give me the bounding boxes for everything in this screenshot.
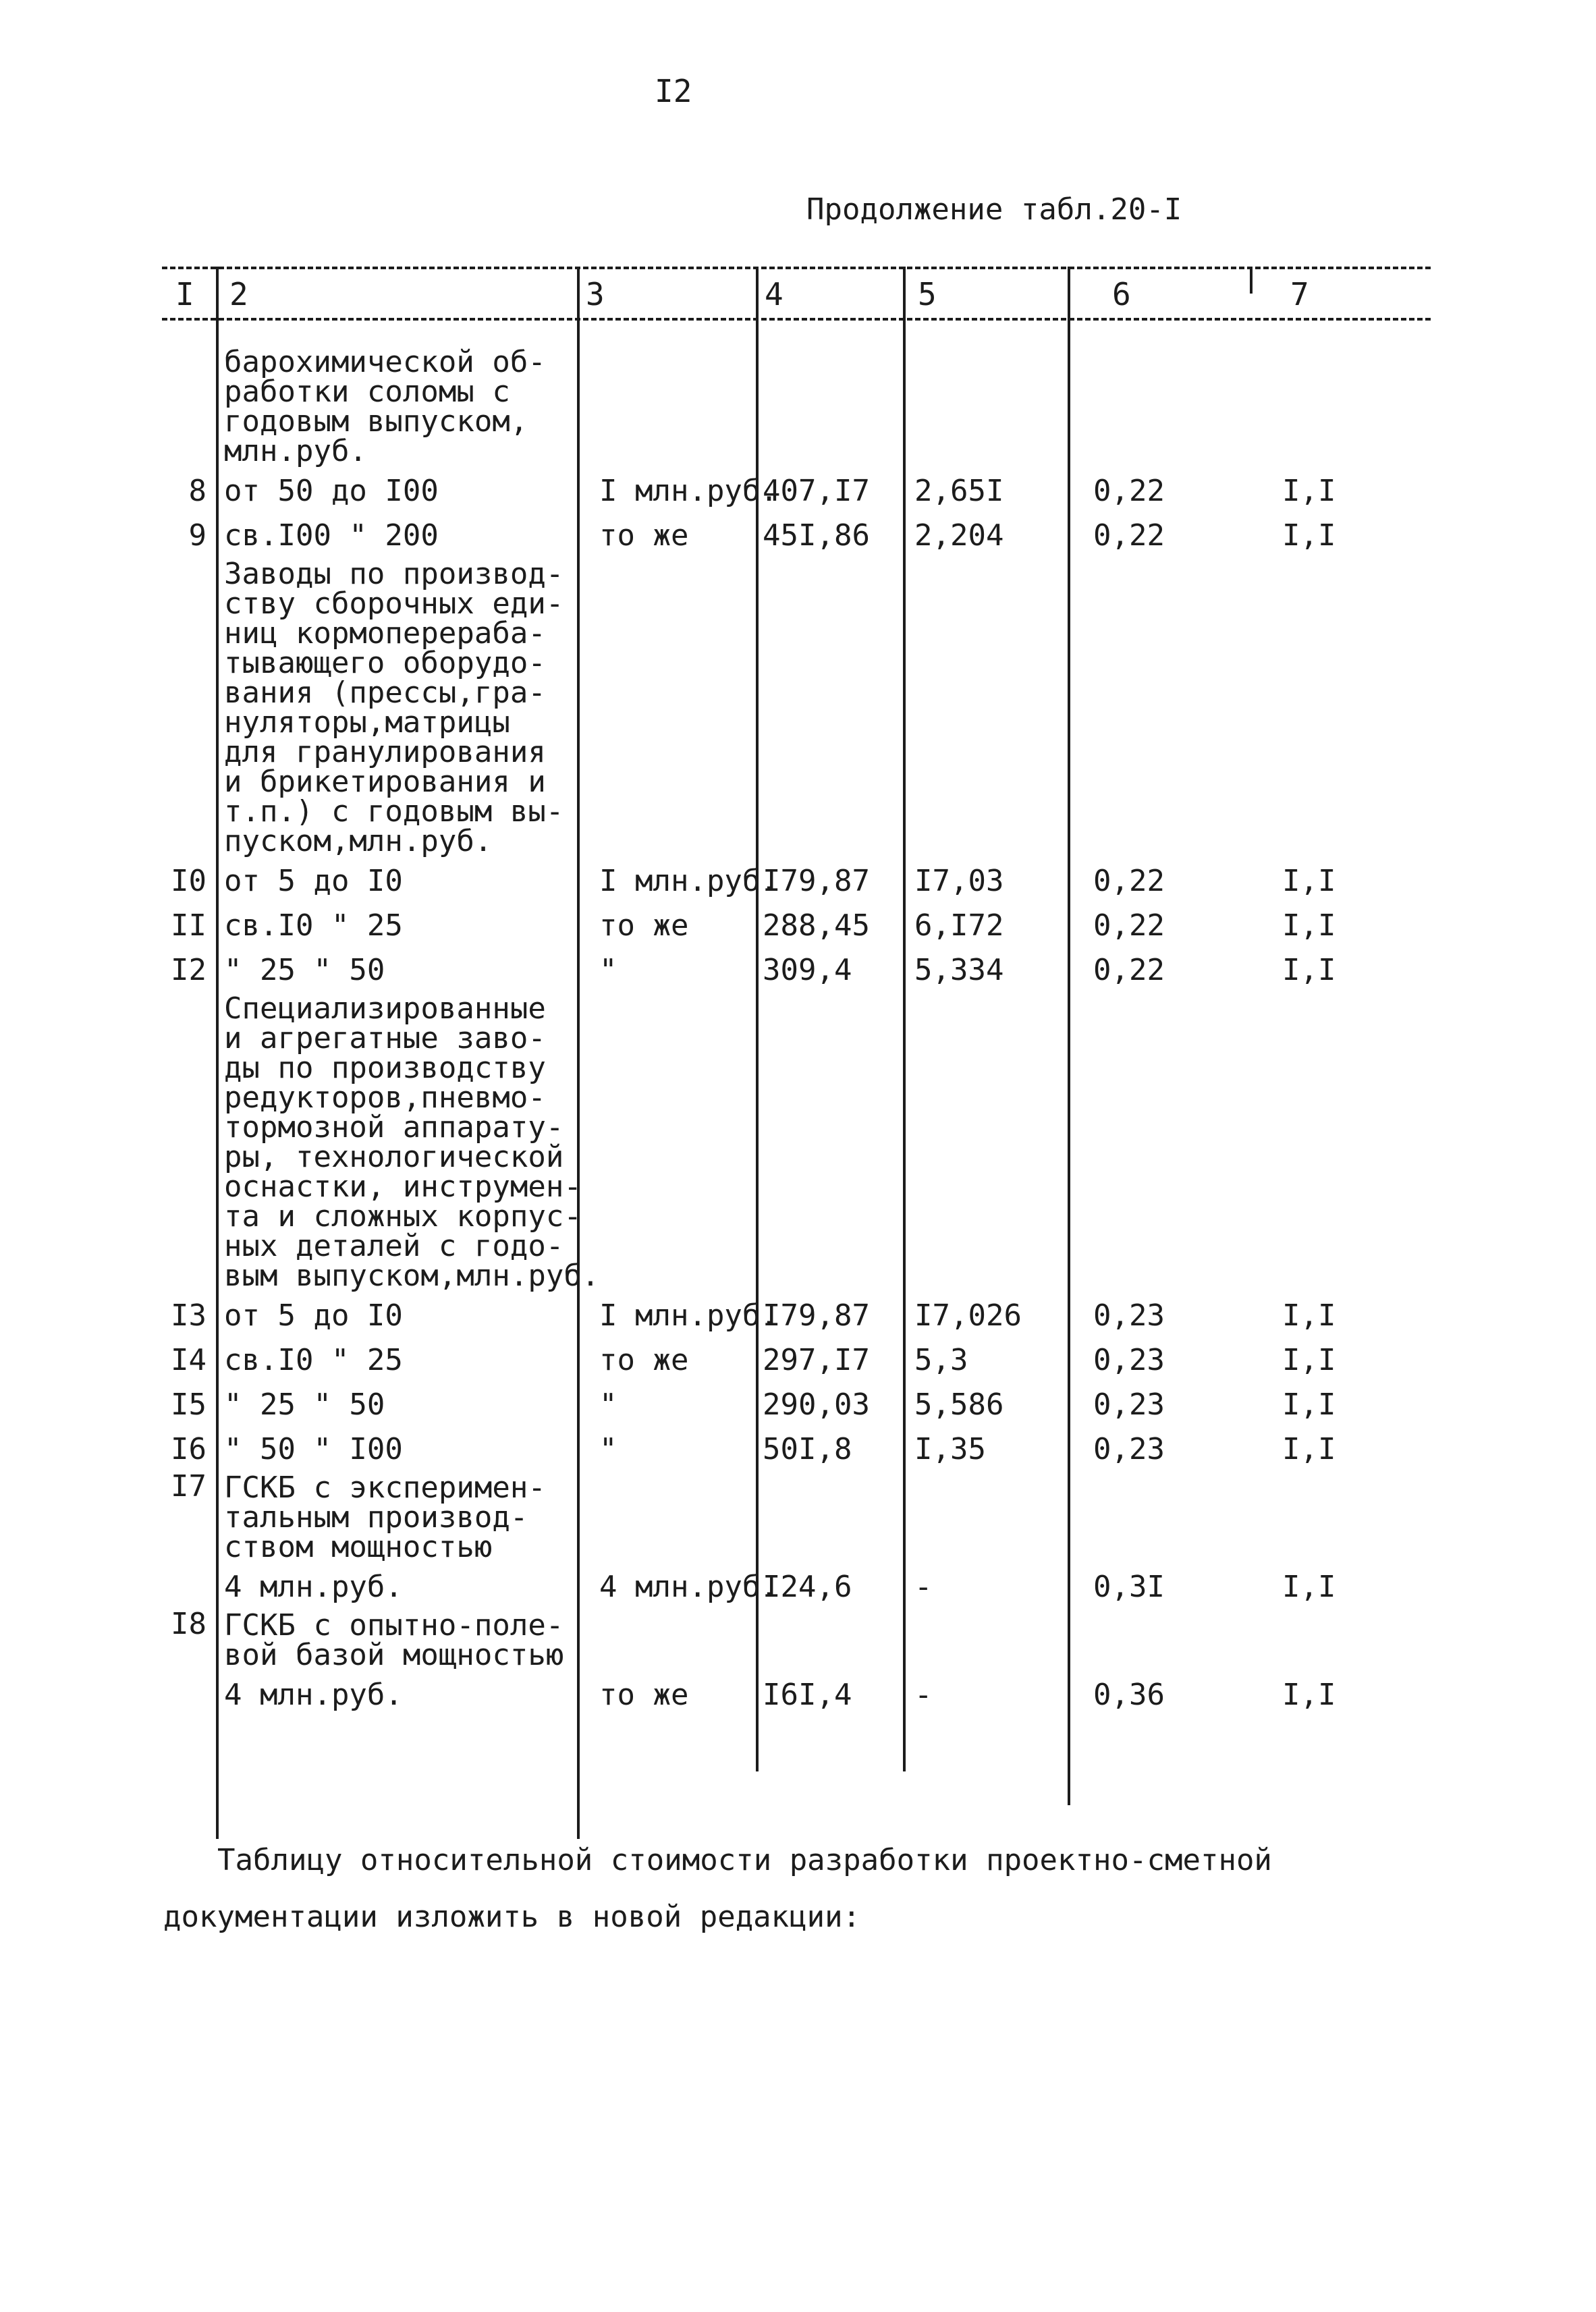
row-unit: то же	[599, 518, 689, 553]
description-row	[162, 1469, 1431, 1565]
note-line-2: документации изложить в новой редакции:	[163, 1900, 861, 1934]
row-name: от 5 до I0	[224, 1298, 403, 1333]
row-name: от 50 до I00	[224, 474, 439, 508]
row-col-6: 0,22	[1093, 474, 1165, 508]
row-col-5: 5,334	[914, 953, 1004, 987]
row-col-5: 2,65I	[914, 474, 1004, 508]
row-col-4: I6I,4	[763, 1678, 852, 1712]
col-divider-6	[1250, 267, 1253, 294]
row-description: Специализированные и агрегатные заво- ды по производству редукторов,пневмо- тормозной аппарату- ры, технологической оснастки, инструмен- та и сложных корпус- ных деталей с годо- вым выпуском,млн.руб.	[224, 991, 600, 1293]
row-col-4: 309,4	[763, 953, 852, 987]
header-col-2: 2	[229, 276, 248, 312]
row-col-4: I79,87	[763, 1298, 870, 1333]
description-row	[162, 346, 1431, 469]
row-col-7: I,I	[1282, 1387, 1336, 1422]
row-col-4: I79,87	[763, 864, 870, 898]
row-number: 9	[188, 518, 207, 553]
row-unit: I млн.руб.	[599, 474, 778, 508]
row-col-6: 0,22	[1093, 864, 1165, 898]
row-name: св.I00 " 200	[224, 518, 439, 553]
table-top-rule	[162, 267, 1431, 269]
row-col-7: I,I	[1282, 908, 1336, 943]
closing-note	[163, 1832, 1432, 1946]
row-col-5: 5,586	[914, 1387, 1004, 1422]
row-number: 8	[188, 474, 207, 508]
row-number: I3	[171, 1298, 207, 1333]
row-name: 4 млн.руб.	[224, 1678, 403, 1712]
row-col-7: I,I	[1282, 518, 1336, 553]
row-col-5: -	[914, 1570, 933, 1604]
header-col-1: I	[175, 276, 194, 312]
row-name: от 5 до I0	[224, 864, 403, 898]
row-col-7: I,I	[1282, 1678, 1336, 1712]
row-col-6: 0,23	[1093, 1387, 1165, 1422]
row-name: св.I0 " 25	[224, 908, 403, 943]
row-col-6: 0,22	[1093, 518, 1165, 553]
row-col-7: I,I	[1282, 1570, 1336, 1604]
row-col-7: I,I	[1282, 1343, 1336, 1377]
note-line-1: Таблицу относительной стоимости разработки проектно-сметной	[217, 1843, 1272, 1877]
header-col-3: 3	[586, 276, 605, 312]
row-number: I7	[171, 1469, 207, 1504]
header-col-5: 5	[918, 276, 937, 312]
row-number: I0	[171, 864, 207, 898]
row-col-4: I24,6	[763, 1570, 852, 1604]
page-number: I2	[655, 73, 692, 109]
row-col-5: 5,3	[914, 1343, 968, 1377]
row-col-7: I,I	[1282, 864, 1336, 898]
row-col-7: I,I	[1282, 1432, 1336, 1466]
table-row	[162, 1673, 1431, 1717]
row-col-6: 0,23	[1093, 1298, 1165, 1333]
row-number: I4	[171, 1343, 207, 1377]
description-row	[162, 1609, 1431, 1673]
table-caption: Продолжение табл.20-I	[806, 192, 1182, 227]
row-unit: I млн.руб.	[599, 864, 778, 898]
row-name: 4 млн.руб.	[224, 1570, 403, 1604]
row-name: " 25 " 50	[224, 1387, 385, 1422]
row-unit: то же	[599, 908, 689, 943]
table-row	[162, 1427, 1431, 1472]
row-col-5: -	[914, 1678, 933, 1712]
header-col-6: 6	[1112, 276, 1131, 312]
table-row	[162, 1294, 1431, 1338]
row-name: св.I0 " 25	[224, 1343, 403, 1377]
row-unit: "	[599, 1432, 617, 1466]
row-col-6: 0,3I	[1093, 1570, 1165, 1604]
row-unit: то же	[599, 1678, 689, 1712]
row-unit: I млн.руб.	[599, 1298, 778, 1333]
row-col-6: 0,22	[1093, 908, 1165, 943]
table-row	[162, 859, 1431, 904]
row-col-7: I,I	[1282, 474, 1336, 508]
row-col-5: I7,026	[914, 1298, 1022, 1333]
row-col-7: I,I	[1282, 1298, 1336, 1333]
row-unit: 4 млн.руб.	[599, 1570, 778, 1604]
row-col-4: 290,03	[763, 1387, 870, 1422]
row-name: " 25 " 50	[224, 953, 385, 987]
table-row	[162, 904, 1431, 948]
row-description: барохимической об- работки соломы с годовым выпуском, млн.руб.	[224, 345, 546, 468]
table-row	[162, 948, 1431, 993]
description-row	[162, 558, 1431, 859]
table-row	[162, 1383, 1431, 1427]
header-col-4: 4	[765, 276, 783, 312]
row-col-6: 0,23	[1093, 1432, 1165, 1466]
row-description: Заводы по производ- ству сборочных еди- ниц кормоперераба- тывающего оборудо- вания (прессы,гра- нуляторы,матрицы для гранулирования и брикетирования и т.п.) с годовым вы- пуском,млн.руб.	[224, 557, 564, 858]
header-col-7: 7	[1290, 276, 1309, 312]
row-description: ГСКБ с опытно-поле- вой базой мощностью	[224, 1608, 564, 1672]
row-number: II	[171, 908, 207, 943]
row-description: ГСКБ с эксперимен- тальным производ- ством мощностью	[224, 1470, 546, 1564]
row-col-6: 0,22	[1093, 953, 1165, 987]
table-row	[162, 1338, 1431, 1383]
row-number: I8	[171, 1607, 207, 1641]
row-col-4: 45I,86	[763, 518, 870, 553]
row-number: I6	[171, 1432, 207, 1466]
row-col-5: I,35	[914, 1432, 986, 1466]
table-row	[162, 514, 1431, 558]
row-col-4: 297,I7	[763, 1343, 870, 1377]
row-unit: "	[599, 953, 617, 987]
row-col-5: 6,I72	[914, 908, 1004, 943]
row-unit: "	[599, 1387, 617, 1422]
table-body	[162, 346, 1431, 1717]
row-col-5: I7,03	[914, 864, 1004, 898]
row-col-7: I,I	[1282, 953, 1336, 987]
row-unit: то же	[599, 1343, 689, 1377]
row-col-4: 50I,8	[763, 1432, 852, 1466]
row-number: I5	[171, 1387, 207, 1422]
row-col-6: 0,23	[1093, 1343, 1165, 1377]
data-table	[162, 267, 1431, 1839]
row-col-4: 288,45	[763, 908, 870, 943]
row-number: I2	[171, 953, 207, 987]
row-name: " 50 " I00	[224, 1432, 403, 1466]
description-row	[162, 993, 1431, 1294]
table-row	[162, 469, 1431, 514]
row-col-5: 2,204	[914, 518, 1004, 553]
row-col-6: 0,36	[1093, 1678, 1165, 1712]
row-col-4: 407,I7	[763, 474, 870, 508]
header-bottom-rule	[162, 318, 1431, 321]
table-row	[162, 1565, 1431, 1609]
